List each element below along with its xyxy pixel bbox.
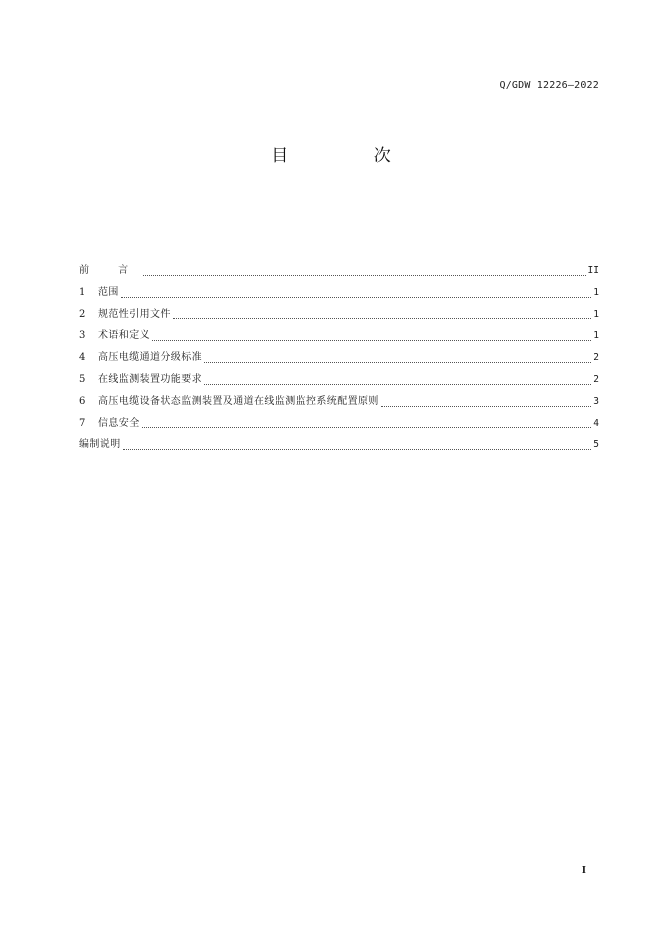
toc-leader-dots	[204, 361, 591, 363]
toc-entry-explanation[interactable]	[79, 437, 599, 459]
table-of-contents	[79, 263, 599, 459]
toc-entry-page: 5	[593, 439, 599, 451]
toc-entry-page: 1	[593, 330, 599, 342]
toc-entry-7[interactable]	[79, 416, 599, 438]
document-code: Q/GDW 12226—2022	[499, 80, 599, 91]
toc-entry-page: 3	[593, 395, 599, 407]
toc-entry-label: 规范性引用文件	[98, 308, 171, 320]
toc-entry-label: 范围	[98, 286, 119, 298]
toc-leader-dots	[204, 383, 591, 385]
toc-title: 目 次	[271, 146, 431, 166]
toc-entry-label: 高压电缆通道分级标准	[98, 352, 202, 364]
toc-entry-page: 2	[593, 373, 599, 385]
toc-entry-2[interactable]	[79, 307, 599, 329]
toc-entry-1[interactable]	[79, 285, 599, 307]
toc-entry-6[interactable]	[79, 394, 599, 416]
toc-entry-4[interactable]	[79, 350, 599, 372]
toc-entry-number: 1	[79, 286, 86, 298]
toc-leader-dots	[152, 339, 591, 341]
toc-leader-dots	[142, 426, 592, 428]
toc-entry-page: 2	[593, 352, 599, 364]
page-number: I	[581, 864, 586, 876]
toc-entry-page: II	[587, 265, 599, 276]
toc-entry-page: 1	[593, 286, 599, 298]
toc-leader-dots	[381, 405, 591, 407]
toc-entry-label: 高压电缆设备状态监测装置及通道在线监测监控系统配置原则	[98, 395, 379, 407]
toc-entry-label: 术语和定义	[98, 330, 150, 342]
toc-entry-page: 4	[593, 417, 599, 429]
toc-leader-dots	[143, 274, 585, 276]
toc-entry-3[interactable]	[79, 328, 599, 350]
toc-leader-dots	[123, 448, 592, 450]
toc-entry-number: 7	[79, 417, 86, 429]
toc-entry-label: 在线监测装置功能要求	[98, 373, 202, 385]
toc-entry-number: 6	[79, 395, 86, 407]
toc-leader-dots	[121, 296, 591, 298]
toc-entry-5[interactable]	[79, 372, 599, 394]
toc-entry-number: 2	[79, 308, 86, 320]
toc-entry-page: 1	[593, 308, 599, 320]
toc-entry-label: 前 言	[79, 265, 142, 276]
toc-entry-label: 信息安全	[98, 417, 140, 429]
toc-entry-label: 编制说明	[79, 439, 121, 451]
toc-entry-number: 4	[79, 352, 86, 364]
toc-entry-number: 3	[79, 330, 86, 342]
toc-entry-number: 5	[79, 373, 86, 385]
toc-entry-foreword[interactable]	[79, 263, 599, 285]
toc-leader-dots	[173, 317, 591, 319]
